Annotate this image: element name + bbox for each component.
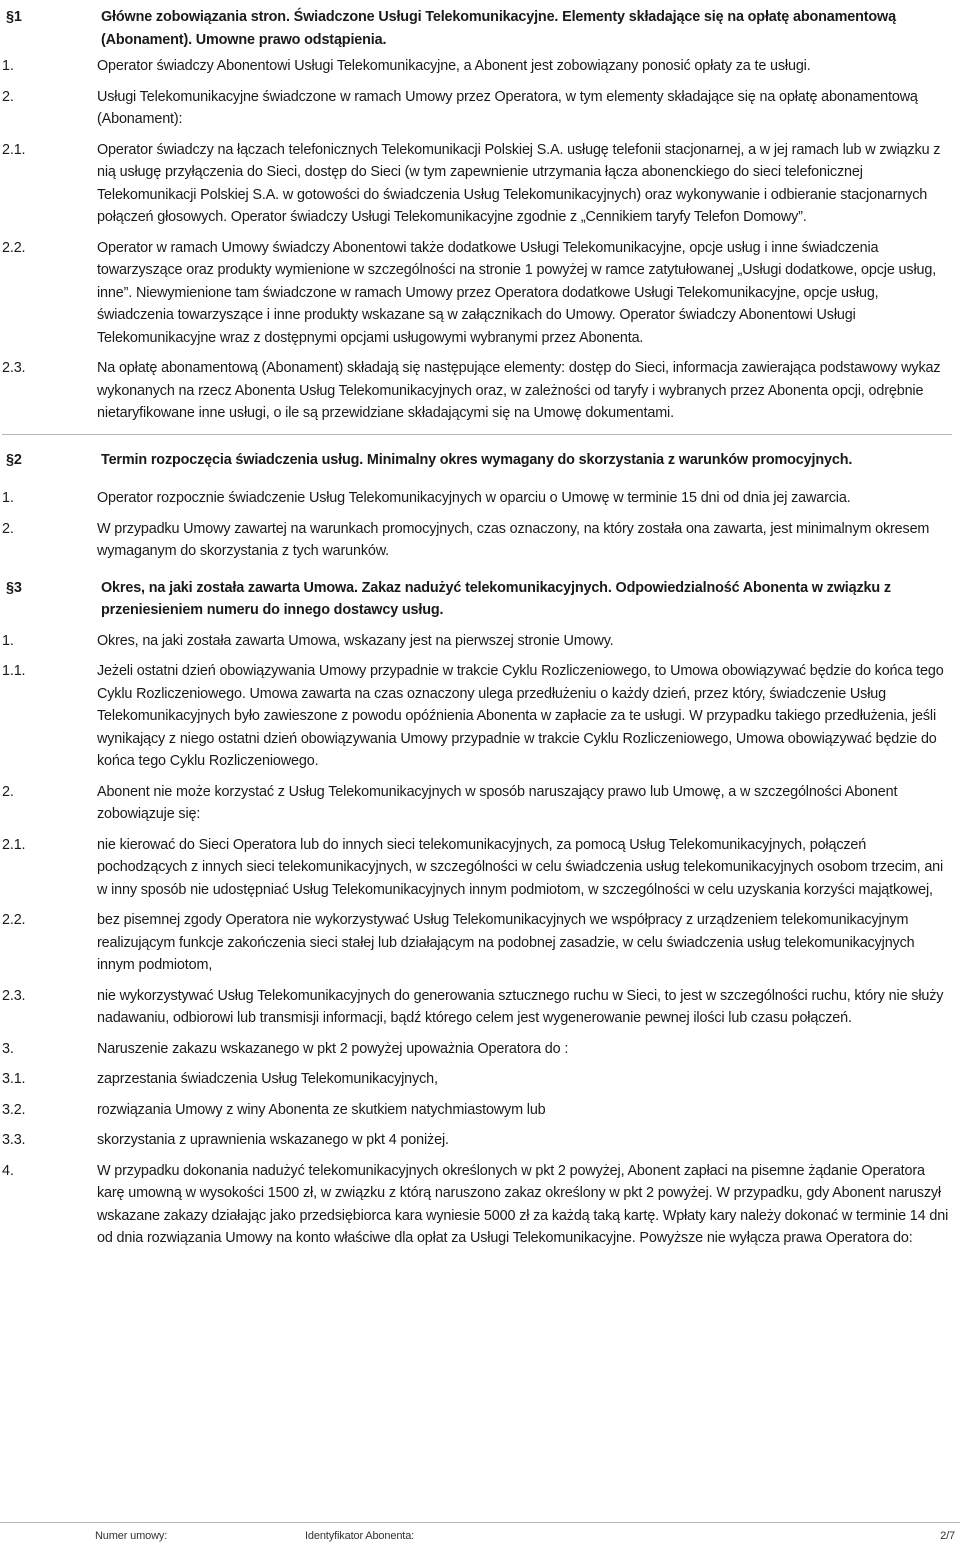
list-item xyxy=(2,55,952,78)
section-3-heading xyxy=(6,577,952,622)
item-text: Naruszenie zakazu wskazanego w pkt 2 powyżej upoważnia Operatora do : xyxy=(97,1040,569,1057)
item-number: 3.1. xyxy=(2,1071,26,1087)
list-item xyxy=(2,1038,952,1061)
item-number: 3.2. xyxy=(2,1101,26,1118)
page-footer xyxy=(0,1522,960,1547)
item-text: W przypadku dokonania nadużyć telekomunikacyjnych określonych w pkt 2 powyżej, Abonent zapłaci na pisemne żądanie Operatora karę umowną w wysokości 1500 zł, w związku z którą naruszono zakaz określony w pkt 2 powyżej. W przypadku, gdy Abonent naruszył wskazane zakazy działając jako przedsiębiorca kara wyniesie 5000 zł za każdą taką kartę. Wpłaty kary należy dokonać w terminie 14 dni od dnia rozwiązania Umowy na konto właściwe dla opłat za Usługi Telekomunikacyjne. Powyższe nie wyłącza prawa Operatora do: xyxy=(97,1162,949,1246)
item-text: Okres, na jaki została zawarta Umowa, wskazany jest na pierwszej stronie Umowy. xyxy=(97,632,614,649)
item-number: 2.1. xyxy=(2,836,26,853)
item-text: Na opłatę abonamentową (Abonament) składają się następujące elementy: dostęp do Sieci, informacja zawierająca podstawowy wykaz wykonanych na rzecz Abonenta Usług Telekomunikacyjnych oraz, w zależności od taryfy i wybranych przez Abonenta opcji, odrębnie nietaryfikowane inne usługi, o ile są przewidziane składającymi się na Umowę dokumentami. xyxy=(97,360,941,421)
item-number: 2.2. xyxy=(2,912,26,928)
section-number: §1 xyxy=(6,9,22,25)
item-number: 2. xyxy=(2,520,14,537)
item-number: 2. xyxy=(2,783,14,800)
item-text: Operator świadczy Abonentowi Usługi Telekomunikacyjne, a Abonent jest zobowiązany ponosić opłaty za te usługi. xyxy=(97,58,811,74)
item-text: nie wykorzystywać Usług Telekomunikacyjnych do generowania sztucznego ruchu w Sieci, to jest w szczególności ruchu, który nie służy nadawaniu, odbiorowi lub transmisji informacji, bądź którego celem jest wygenerowanie pewnej ilości lub czasu połączeń. xyxy=(97,987,944,1026)
contract-number-label: Numer umowy: xyxy=(95,1530,168,1542)
item-text: bez pisemnej zgody Operatora nie wykorzystywać Usług Telekomunikacyjnych we współpracy z urządzeniem telekomunikacyjnym realizującym funkcje zakończenia sieci stałej lub działającym na podobnej zasadzie, w celu świadczenia usług telekomunikacyjnych innym podmiotom, xyxy=(97,912,915,973)
item-text: Operator w ramach Umowy świadczy Abonentowi także dodatkowe Usługi Telekomunikacyjne, opcje usług i inne świadczenia towarzyszące oraz produkty wymienione w szczególności na stronie 1 powyżej w ramce zatytułowanej „Usługi dodatkowe, opcje usług, inne”. Niewymienione tam świadczone w ramach Umowy przez Operatora dodatkowe Usługi Telekomunikacyjne, opcje usług, świadczenia towarzyszące i inne produkty wskazane są w załącznikach do Umowy. Operator świadczy Abonentowi Usługi Telekomunikacyjne wraz z dostępnymi opcjami usługowymi wybranymi przez Abonenta. xyxy=(97,239,937,346)
section-number: §3 xyxy=(6,579,22,596)
item-text: rozwiązania Umowy z winy Abonenta ze skutkiem natychmiastowym lub xyxy=(97,1101,546,1118)
item-number: 3. xyxy=(2,1040,14,1057)
item-number: 4. xyxy=(2,1162,14,1179)
document-body xyxy=(0,6,952,1250)
item-number: 1. xyxy=(2,632,14,649)
list-item xyxy=(2,834,952,902)
list-item xyxy=(2,139,952,229)
list-item xyxy=(2,1099,952,1122)
section-2-heading xyxy=(6,449,952,472)
item-number: 1.1. xyxy=(2,663,26,679)
item-text: W przypadku Umowy zawartej na warunkach promocyjnych, czas oznaczony, na który została ona zawarta, jest minimalnym okresem wymaganym do skorzystania z tych warunków. xyxy=(97,520,930,559)
item-text: Abonent nie może korzystać z Usług Telekomunikacyjnych w sposób naruszający prawo lub Umowę, a w szczególności Abonent zobowiązuje się: xyxy=(97,783,898,822)
section-title: Okres, na jaki została zawarta Umowa. Zakaz nadużyć telekomunikacyjnych. Odpowiedzialność Abonenta w związku z przeniesieniem numeru do innego dostawcy usług. xyxy=(101,579,891,618)
list-item xyxy=(2,237,952,350)
page-number: 2/7 xyxy=(940,1530,955,1542)
subscriber-id-label: Identyfikator Abonenta: xyxy=(305,1530,415,1542)
item-text: zaprzestania świadczenia Usług Telekomunikacyjnych, xyxy=(97,1071,438,1087)
item-number: 1. xyxy=(2,490,14,506)
item-number: 2.2. xyxy=(2,239,26,256)
item-number: 1. xyxy=(2,58,14,74)
section-1-heading xyxy=(6,6,952,51)
item-text: nie kierować do Sieci Operatora lub do innych sieci telekomunikacyjnych, za pomocą Usług Telekomunikacyjnych, połączeń pochodzących z innych sieci telekomunikacyjnych, w szczególności w celu świadczenia usług telekomunikacyjnych osobom trzecim, ani w inny sposób nie udostępniać Usług Telekomunikacyjnych innym podmiotom, w szczególności w celu uzyskania korzyści majątkowej, xyxy=(97,836,944,898)
list-item xyxy=(2,1068,952,1091)
item-text: Usługi Telekomunikacyjne świadczone w ramach Umowy przez Operatora, w tym elementy składające się na opłatę abonamentową (Abonament): xyxy=(97,88,918,127)
list-item xyxy=(2,909,952,977)
list-item xyxy=(2,357,952,425)
item-text: Operator rozpocznie świadczenie Usług Telekomunikacyjnych w oparciu o Umowę w terminie 15 dni od dnia jej zawarcia. xyxy=(97,490,851,506)
list-item xyxy=(2,518,952,563)
item-number: 2.3. xyxy=(2,360,26,376)
item-number: 2.1. xyxy=(2,141,26,158)
item-text: Jeżeli ostatni dzień obowiązywania Umowy przypadnie w trakcie Cyklu Rozliczeniowego, to Umowa obowiązywać będzie do końca tego Cyklu Rozliczeniowego. Umowa zawarta na czas oznaczony ulega przedłużeniu o każdy dzień, przez który, świadczenie Usług Telekomunikacyjnych było zawieszone z powodu opóźnienia Abonenta w zapłacie za te usługi. W przypadku takiego przedłużenia, jeśli wynikający z niego ostatni dzień obowiązywania Umowy przypadnie w trakcie Cyklu Rozliczeniowego, Umowa obowiązywać będzie do końca tego Cyklu Rozliczeniowego. xyxy=(97,663,944,769)
section-divider xyxy=(2,434,952,435)
section-number: §2 xyxy=(6,451,22,468)
list-item xyxy=(2,86,952,131)
section-title: Termin rozpoczęcia świadczenia usług. Minimalny okres wymagany do skorzystania z warunków promocyjnych. xyxy=(101,451,853,468)
item-number: 2.3. xyxy=(2,987,26,1004)
item-number: 3.3. xyxy=(2,1132,26,1148)
list-item xyxy=(2,660,952,773)
list-item xyxy=(2,1160,952,1250)
item-text: skorzystania z uprawnienia wskazanego w pkt 4 poniżej. xyxy=(97,1132,449,1148)
list-item xyxy=(2,487,952,510)
list-item xyxy=(2,630,952,653)
list-item xyxy=(2,781,952,826)
item-text: Operator świadczy na łączach telefonicznych Telekomunikacji Polskiej S.A. usługę telefonii stacjonarnej, a w jej ramach lub w związku z nią usługę przyłączenia do Sieci, dostęp do Sieci (w tym zapewnienie utrzymania łącza abonenckiego do sieci telefonicznej Telekomunikacji Polskiej S.A. w gotowości do świadczenia Usług Telekomunikacyjnych) oraz wykonywanie i odbieranie stacjonarnych połączeń głosowych. Operator świadczy Usługi Telekomunikacyjne zgodnie z „Cennikiem taryfy Telefon Domowy”. xyxy=(97,141,941,225)
list-item xyxy=(2,1129,952,1152)
item-number: 2. xyxy=(2,88,14,105)
list-item xyxy=(2,985,952,1030)
section-title: Główne zobowiązania stron. Świadczone Usługi Telekomunikacyjne. Elementy składające się na opłatę abonamentową (Abonament). Umowne prawo odstąpienia. xyxy=(101,9,896,48)
